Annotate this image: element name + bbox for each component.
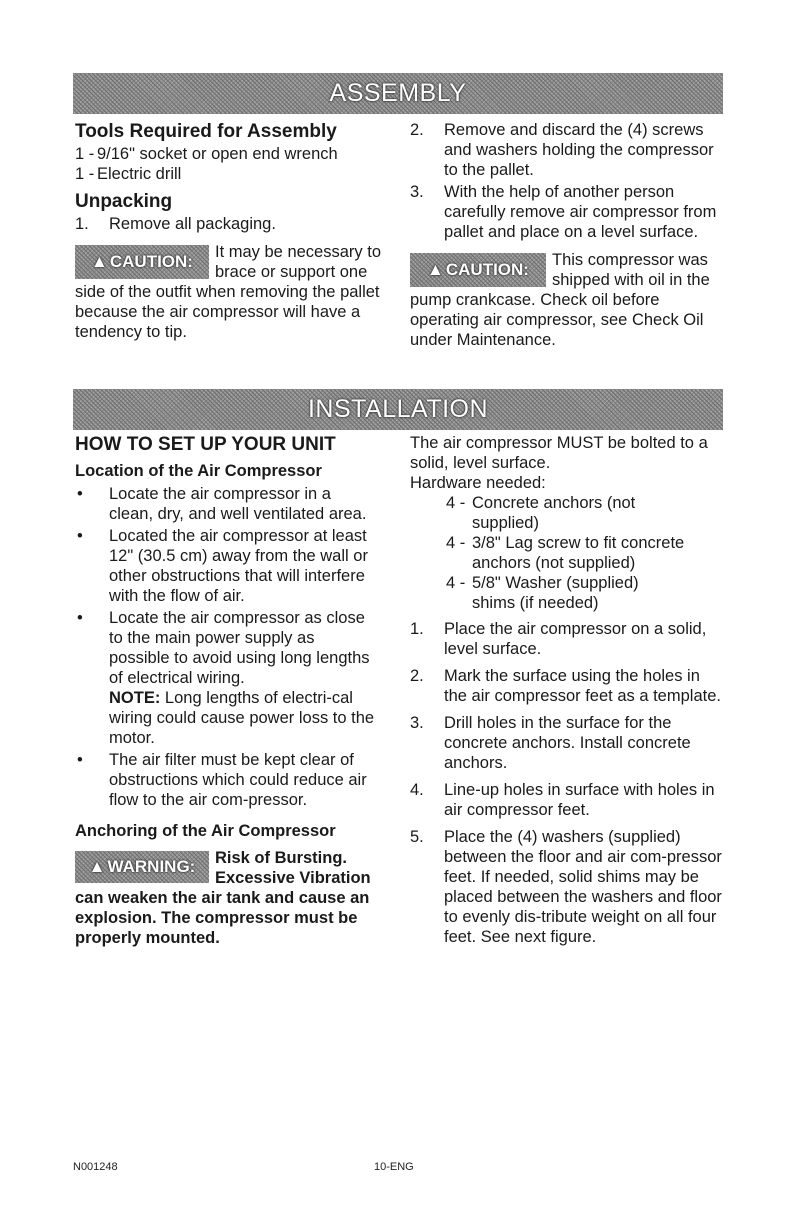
caution-badge-label: CAUTION: [445,260,529,279]
warning-badge [75,851,209,883]
hardware-item [446,573,722,613]
step-text: With the help of another person carefully remove air compressor from pallet and place on a level surface. [444,183,717,241]
tool-name: 9/16" socket or open end wrench [97,145,338,163]
location-bullet [75,608,375,748]
bullet-text: Locate the air compressor as close to the main power supply as possible to avoid using long lengths of electrical wiring. [109,609,370,687]
document-code: N001248 [73,1161,118,1173]
assembly-banner-title: ASSEMBLY [329,79,467,107]
location-bullet [75,750,375,810]
caution-badge [410,253,546,287]
step-text: Remove and discard the (4) screws and washers holding the compressor to the pallet. [444,121,714,179]
installation-left-column [75,433,375,948]
assembly-banner [73,73,723,114]
hardware-name: Concrete anchors (not supplied) [472,494,636,532]
caution-notice [410,250,720,350]
warning-badge-label: WARNING: [107,857,196,876]
tool-qty: 1 - [75,145,95,163]
step-number: 5. [410,828,424,846]
install-step [410,619,722,659]
warning-text: Risk of Bursting. Excessive Vibration can weaken the air tank and cause an explosion. The compressor must be properly mounted. [75,849,371,947]
tools-title: Tools Required for Assembly [75,121,337,142]
assembly-right-column [410,120,720,350]
tool-qty: 1 - [75,165,95,183]
caution-badge-label: CAUTION: [109,252,193,271]
bullet-text: The air filter must be kept clear of obstructions which could reduce air flow to the air com-pressor. [109,751,367,809]
note-label: NOTE: [109,689,161,707]
warning-triangle-icon: ▲ [88,857,106,876]
step-number: 3. [410,714,424,732]
step-text: Place the (4) washers (supplied) between the floor and air com-pressor feet. If needed, solid shims may be placed between the washers and floor to evenly dis-tribute weight on all four feet. See next figure. [444,828,722,946]
unpacking-title: Unpacking [75,191,173,212]
setup-title: HOW TO SET UP YOUR UNIT [75,434,336,455]
step-number: 3. [410,183,424,201]
installation-right-column [410,433,722,947]
warning-triangle-icon: ▲ [91,252,108,271]
step-number: 2. [410,121,424,139]
caution-text: It may be necessary to brace or support one side of the outfit when removing the pallet because the air compressor will have a tendency to tip. [75,243,381,341]
anchoring-title: Anchoring of the Air Compressor [75,822,336,840]
assembly-left-column [75,120,383,342]
tool-item [75,144,383,164]
step-number: 1. [410,620,424,638]
hardware-name: 5/8" Washer (supplied) shims (if needed) [472,574,639,612]
caution-notice [75,242,383,342]
hardware-item [446,493,722,533]
unpacking-step [410,120,720,180]
caution-text: This compressor was shipped with oil in the pump crankcase. Check oil before operating air compressor, see Check Oil under Maintenance. [410,251,710,349]
page-number: 10-ENG [374,1161,414,1173]
step-number: 1. [75,215,89,233]
hardware-name: 3/8" Lag screw to fit concrete anchors (not supplied) [472,534,685,572]
step-text: Remove all packaging. [109,215,276,233]
location-bullet [75,484,375,524]
bullet-dot: • [77,485,83,503]
unpacking-step [410,182,720,242]
bullet-text: Locate the air compressor in a clean, dry, and well ventilated area. [109,485,367,523]
hardware-item [446,533,722,573]
install-step [410,713,722,773]
installation-banner [73,389,723,430]
tool-item [75,164,383,184]
unpacking-step [75,214,383,234]
installation-banner-title: INSTALLATION [307,395,489,423]
caution-badge [75,245,209,279]
location-bullet [75,526,375,606]
bullet-dot: • [77,609,83,627]
install-step [410,666,722,706]
bullet-dot: • [77,751,83,769]
hardware-list [410,493,722,613]
bullet-text: Located the air compressor at least 12" (30.5 cm) away from the wall or other obstructions that will interfere with the flow of air. [109,527,368,605]
hardware-qty: 4 - [446,574,466,592]
bullet-dot: • [77,527,83,545]
warning-notice [75,848,375,948]
install-step [410,827,722,947]
hardware-qty: 4 - [446,534,466,552]
step-number: 4. [410,781,424,799]
bolted-text: The air compressor MUST be bolted to a solid, level surface. [410,434,708,472]
step-text: Drill holes in the surface for the concrete anchors. Install concrete anchors. [444,714,691,772]
location-title: Location of the Air Compressor [75,462,322,480]
warning-triangle-icon: ▲ [427,260,444,279]
hardware-label: Hardware needed: [410,474,546,492]
tool-name: Electric drill [97,165,182,183]
bullet-content [109,608,375,748]
step-text: Place the air compressor on a solid, level surface. [444,620,707,658]
install-step [410,780,722,820]
step-text: Line-up holes in surface with holes in air compressor feet. [444,781,715,819]
step-text: Mark the surface using the holes in the air compressor feet as a template. [444,667,721,705]
hardware-qty: 4 - [446,494,466,512]
step-number: 2. [410,667,424,685]
note-text: Long lengths of electri-cal wiring could cause power loss to the motor. [109,689,375,747]
